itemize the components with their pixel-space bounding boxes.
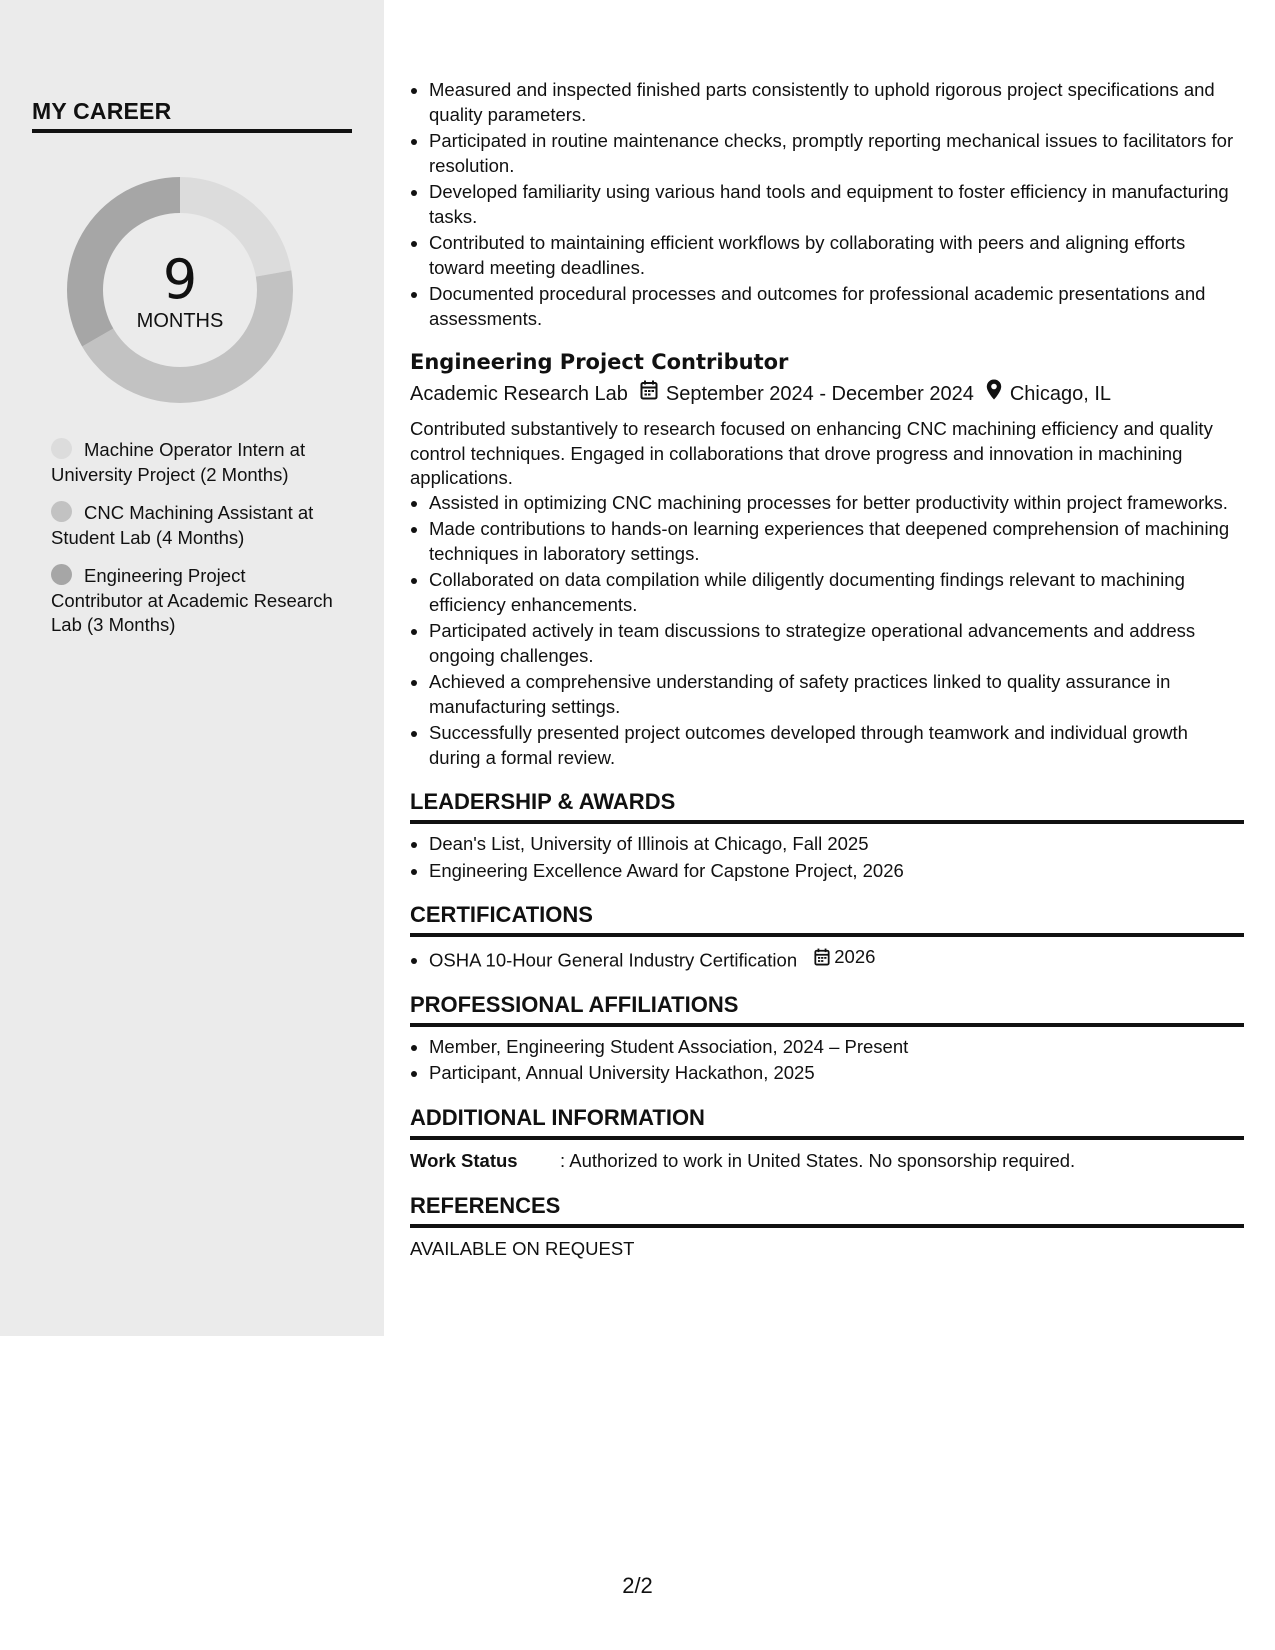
list-item: • Collaborated on data compilation while diligently documenting findings relevant to machining efficiency enhancements. (429, 568, 1244, 617)
list-item: • Achieved a comprehensive understanding of safety practices linked to quality assurance in manufacturing settings. (429, 670, 1244, 719)
list-item: • Made contributions to hands-on learning experiences that deepened comprehension of machining techniques in laboratory settings. (429, 517, 1244, 566)
list-item: • Successfully presented project outcomes developed through teamwork and individual growth during a formal review. (429, 721, 1244, 770)
cert-name: OSHA 10-Hour General Industry Certification (429, 949, 798, 971)
list-item: • Developed familiarity using various hand tools and equipment to foster efficiency in manufacturing tasks. (429, 180, 1244, 229)
donut-total-months: 9 (162, 247, 198, 311)
work-status-value: : Authorized to work in United States. No sponsorship required. (560, 1149, 1076, 1171)
leadership-heading: LEADERSHIP & AWARDS (410, 788, 1244, 824)
legend-dot (51, 438, 72, 459)
calendar-icon (814, 948, 830, 966)
career-heading: MY CAREER (32, 98, 352, 133)
list-item: • Documented procedural processes and outcomes for professional academic presentations and assessments. (429, 282, 1244, 331)
list-item: • Measured and inspected finished parts consistently to uphold rigorous project specifications and quality parameters. (429, 78, 1244, 127)
list-item: • Participated actively in team discussions to strategize operational advancements and address ongoing challenges. (429, 619, 1244, 668)
job-meta (410, 379, 1244, 409)
sidebar (0, 0, 384, 1336)
legend-label: Machine Operator Intern at University Project (2 Months) (51, 439, 306, 485)
references-heading: REFERENCES (410, 1192, 1244, 1228)
calendar-icon (640, 379, 658, 409)
job-location: Chicago, IL (1009, 383, 1112, 405)
legend-dot (51, 501, 72, 522)
career-legend (51, 438, 341, 652)
list-item: • Contributed to maintaining efficient workflows by collaborating with peers and aligning efforts toward meeting deadlines. (429, 231, 1244, 280)
legend-item (51, 501, 341, 550)
list-item: • Participated in routine maintenance checks, promptly reporting mechanical issues to facilitators for resolution. (429, 129, 1244, 178)
leadership-list (410, 832, 1244, 883)
legend-dot (51, 564, 72, 585)
list-item: • Assisted in optimizing CNC machining processes for better productivity within project frameworks. (429, 491, 1244, 516)
list-item: • Dean's List, University of Illinois at Chicago, Fall 2025 (429, 832, 1244, 857)
list-item: • Engineering Excellence Award for Capstone Project, 2026 (429, 859, 1244, 884)
certifications-heading: CERTIFICATIONS (410, 901, 1244, 937)
affiliations-heading: PROFESSIONAL AFFILIATIONS (410, 991, 1244, 1027)
work-status-label: Work Status (410, 1149, 518, 1171)
job-title: Engineering Project Contributor (410, 350, 789, 374)
page-number: 2/2 (622, 1573, 653, 1598)
list-item (429, 945, 1244, 973)
cert-year: 2026 (834, 946, 876, 967)
cert-date (814, 945, 875, 970)
references-text: AVAILABLE ON REQUEST (410, 1237, 635, 1259)
work-status-row (410, 1148, 1244, 1174)
legend-item (51, 564, 341, 638)
donut-center (66, 176, 294, 404)
legend-label: Engineering Project Contributor at Academic Research Lab (3 Months) (51, 565, 333, 635)
affiliations-list (410, 1035, 1244, 1086)
job-company: Academic Research Lab (410, 383, 628, 405)
donut-unit-label: MONTHS (136, 309, 224, 332)
career-donut-chart (66, 176, 294, 404)
additional-heading: ADDITIONAL INFORMATION (410, 1104, 1244, 1140)
main-content (410, 78, 1244, 1262)
list-item: • Participant, Annual University Hackathon, 2025 (429, 1061, 1244, 1086)
certifications-list (410, 945, 1244, 973)
map-pin-icon (986, 379, 1002, 409)
job-description: Contributed substantively to research focused on enhancing CNC machining efficiency and quality control techniques. Engaged in collaborations that drove progress and innovation in machining applications. (410, 418, 1213, 488)
job-bullets (410, 491, 1244, 771)
legend-item (51, 438, 341, 487)
prev-job-bullets (410, 78, 1244, 331)
legend-label: CNC Machining Assistant at Student Lab (4 Months) (51, 502, 314, 548)
list-item: • Member, Engineering Student Association, 2024 – Present (429, 1035, 1244, 1060)
job-dates: September 2024 - December 2024 (665, 383, 974, 405)
